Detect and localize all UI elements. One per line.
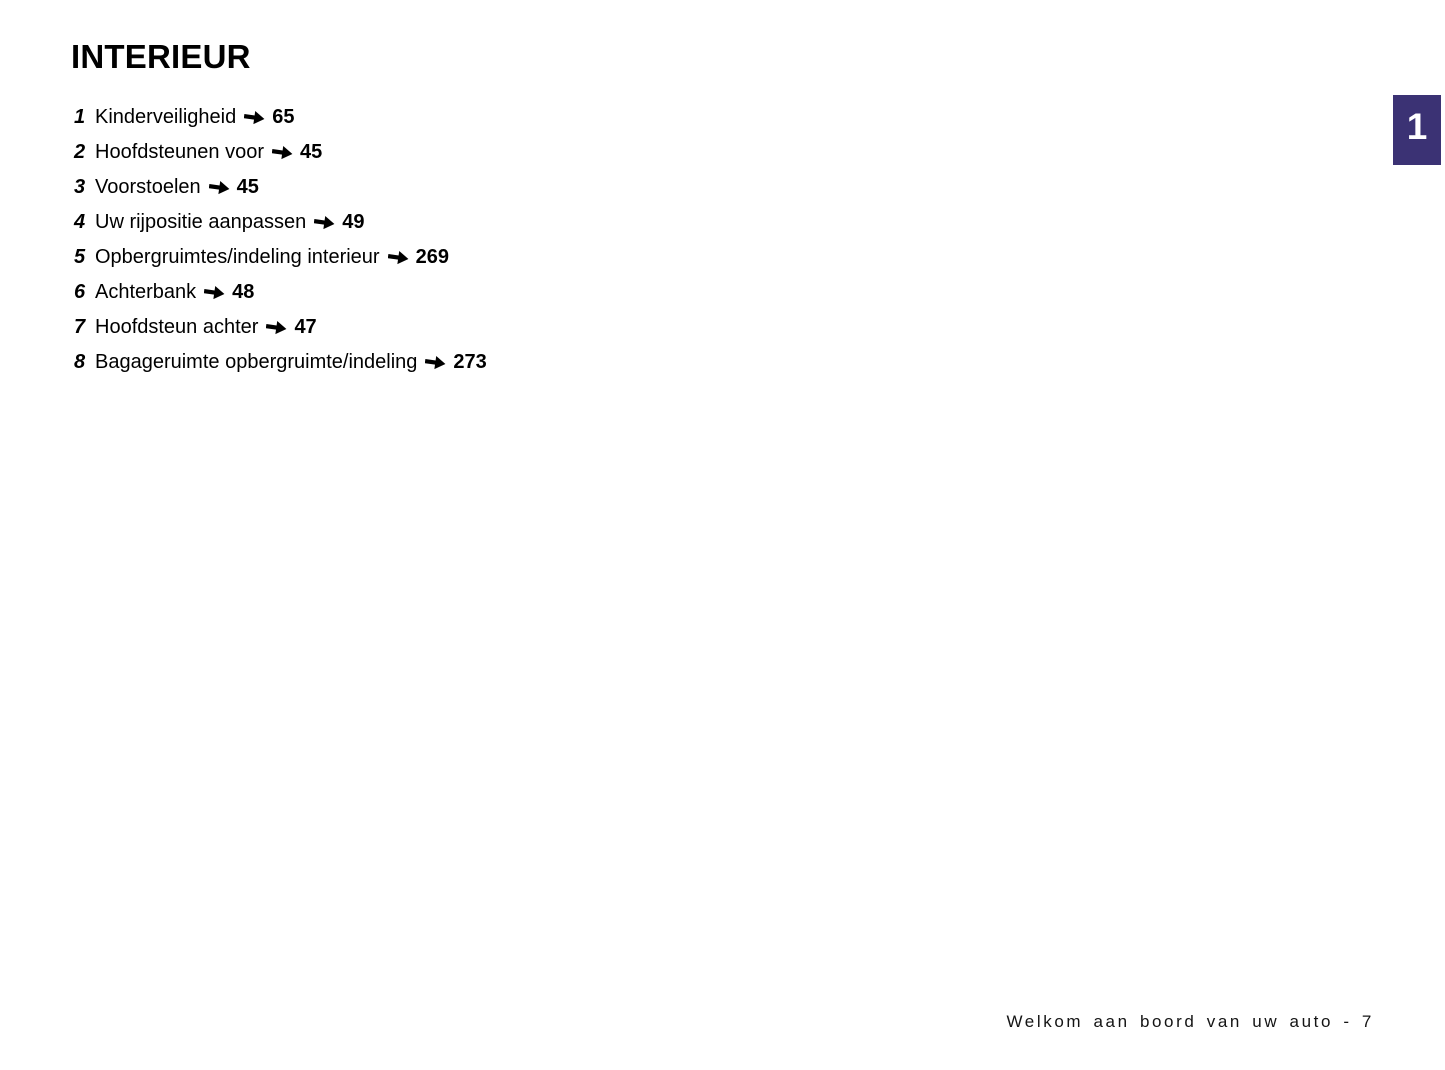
toc-item	[74, 345, 487, 380]
toc-item-number: 4	[74, 211, 86, 233]
jump-arrow-icon	[209, 179, 230, 196]
toc-item	[74, 205, 487, 240]
toc-item-number: 1	[74, 106, 86, 128]
toc-item	[74, 240, 487, 275]
footer-page-label: Welkom aan boord van uw auto - 7	[1006, 1012, 1374, 1031]
jump-arrow-icon	[204, 284, 225, 301]
toc-item-label: Hoofdsteun achter	[95, 316, 259, 338]
toc-item	[74, 310, 487, 345]
section-tab	[1393, 95, 1441, 165]
toc-item-label: Hoofdsteunen voor	[95, 141, 265, 163]
section-tab-number: 1	[1406, 106, 1428, 147]
toc-item-number: 8	[74, 351, 86, 373]
toc-item-number: 3	[74, 176, 86, 198]
toc-item	[74, 135, 487, 170]
toc-item-label: Voorstoelen	[95, 176, 201, 198]
toc-item-label: Kinderveiligheid	[95, 106, 237, 128]
toc-item	[74, 100, 487, 135]
toc-item	[74, 275, 487, 310]
toc-item-label: Bagageruimte opbergruimte/indeling	[95, 351, 418, 373]
toc-item-page: 48	[232, 281, 255, 303]
toc-item-number: 6	[74, 281, 86, 303]
toc-item-number: 7	[74, 316, 86, 338]
toc-item-page: 45	[300, 141, 323, 163]
toc-item-page: 45	[236, 176, 259, 198]
toc-item	[74, 170, 487, 205]
toc-item-number: 5	[74, 246, 86, 268]
toc-item-page: 273	[453, 351, 487, 373]
jump-arrow-icon	[425, 354, 446, 371]
toc-item-page: 65	[272, 106, 295, 128]
jump-arrow-icon	[266, 319, 287, 336]
toc-item-label: Opbergruimtes/indeling interieur	[95, 246, 380, 268]
toc-item-label: Achterbank	[95, 281, 197, 303]
toc-item-label: Uw rijpositie aanpassen	[95, 211, 307, 233]
toc-item-number: 2	[74, 141, 86, 163]
toc-item-page: 269	[415, 246, 449, 268]
jump-arrow-icon	[244, 109, 265, 126]
toc-item-page: 49	[342, 211, 365, 233]
toc-list	[74, 100, 487, 380]
jump-arrow-icon	[314, 214, 335, 231]
jump-arrow-icon	[388, 249, 409, 266]
jump-arrow-icon	[272, 144, 293, 161]
page-title: INTERIEUR	[71, 38, 251, 75]
toc-item-page: 47	[294, 316, 317, 338]
